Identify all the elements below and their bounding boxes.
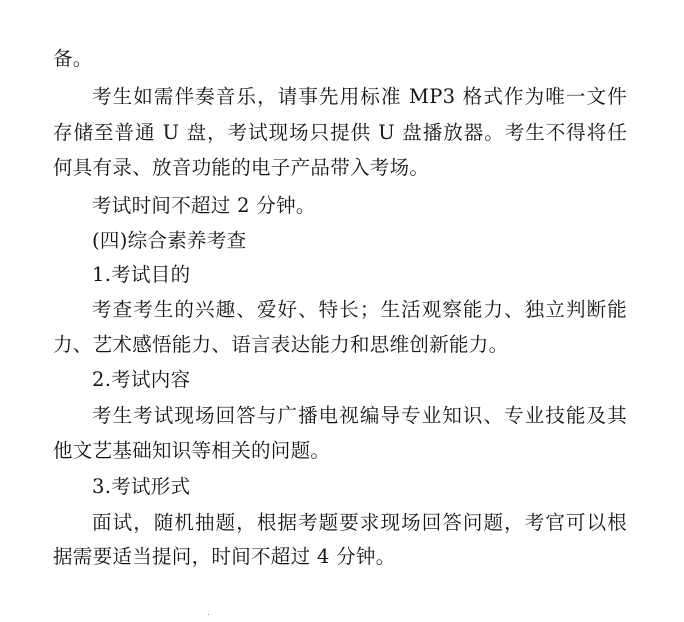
text-line: 备。 [53, 47, 93, 70]
subsection-heading: 2.考试内容 [92, 368, 191, 391]
text-line: 面试，随机抽题，根据考题要求现场回答问题，考官可以根 [92, 511, 627, 534]
section-heading: (四)综合素养考查 [92, 229, 247, 252]
text-line: 何具有录、放音功能的电子产品带入考场。 [53, 156, 430, 179]
text-line: 考生如需伴奏音乐，请事先用标准 MP3 格式作为唯一文件 [92, 85, 627, 108]
text-line: 考试时间不超过 2 分钟。 [92, 194, 316, 217]
footer-mark: . [207, 608, 210, 618]
text-line: 存储至普通 U 盘，考试现场只提供 U 盘播放器。考生不得将任 [53, 121, 627, 144]
text-line: 据需要适当提问，时间不超过 4 分钟。 [53, 545, 396, 568]
subsection-heading: 3.考试形式 [92, 475, 191, 498]
text-line: 考生考试现场回答与广播电视编导专业知识、专业技能及其 [92, 404, 627, 427]
text-line: 考查考生的兴趣、爱好、特长；生活观察能力、独立判断能 [92, 298, 627, 321]
text-line: 力、艺术感悟能力、语言表达能力和思维创新能力。 [53, 333, 509, 356]
text-line: 他文艺基础知识等相关的问题。 [53, 439, 331, 462]
subsection-heading: 1.考试目的 [92, 263, 191, 286]
